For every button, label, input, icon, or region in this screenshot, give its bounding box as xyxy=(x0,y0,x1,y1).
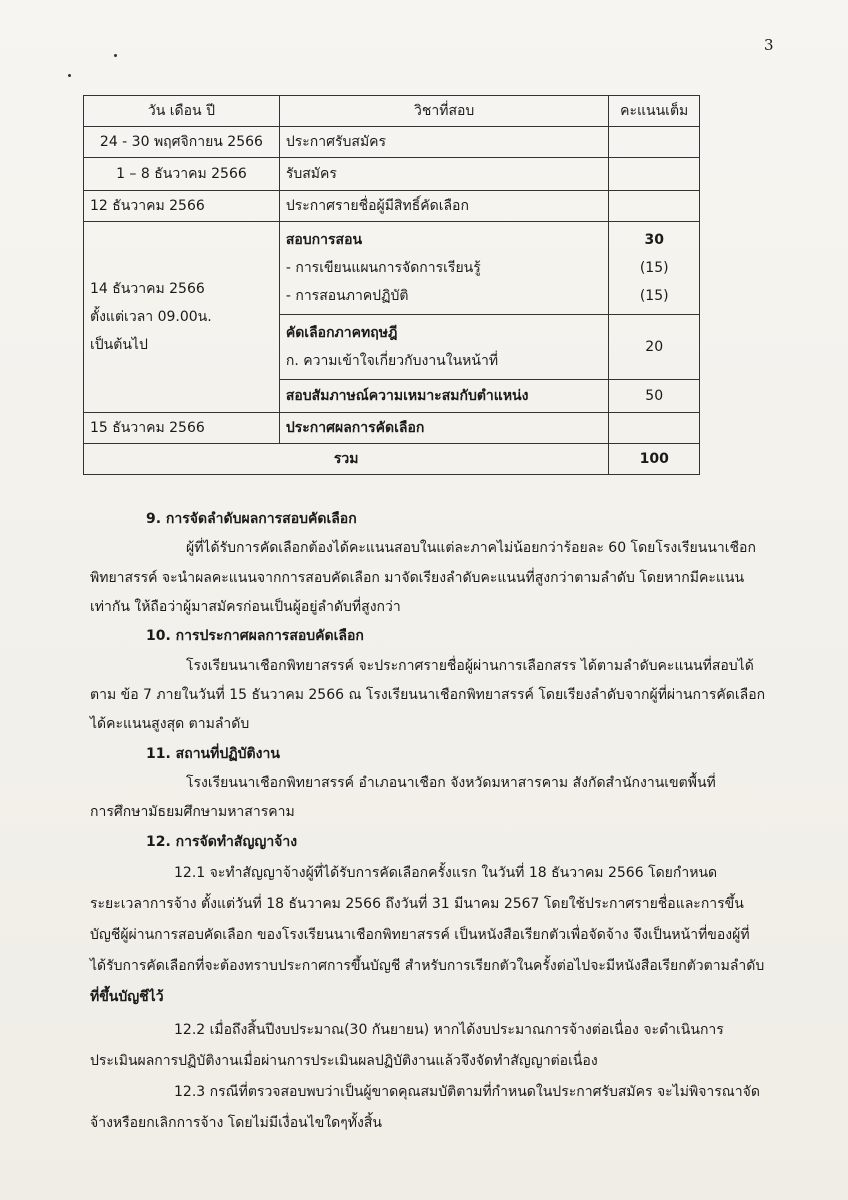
row-score xyxy=(609,191,700,222)
exam-date-line: 14 ธันวาคม 2566 xyxy=(90,281,205,297)
table-total-row xyxy=(84,444,700,475)
row-subject: รับสมัคร xyxy=(279,158,609,191)
section-12-1-line: บัญชีผู้ผ่านการสอบคัดเลือก ของโรงเรียนนาเชือกพิทยาสรรค์ เป็นหนังสือเรียกตัวเพื่อจัดจ้าง จึงเป็นหน้าที่ของผู้ที่ xyxy=(90,927,750,943)
section-10-line: ได้คะแนนสูงสุด ตามลำดับ xyxy=(90,716,250,732)
section-12-title: 12. การจัดทำสัญญาจ้าง xyxy=(146,834,298,850)
teaching-subject-cell xyxy=(279,222,609,315)
interview-score: 50 xyxy=(609,380,700,413)
announce-subject: ประกาศผลการคัดเลือก xyxy=(279,413,609,444)
section-12-2-line: ประเมินผลการปฏิบัติงานเมื่อผ่านการประเมินผลปฏิบัติงานแล้วจึงจัดทำสัญญาต่อเนื่อง xyxy=(90,1053,598,1069)
header-date: วัน เดือน ปี xyxy=(84,96,280,127)
row-subject: ประกาศรายชื่อผู้มีสิทธิ์คัดเลือก xyxy=(279,191,609,222)
total-score: 100 xyxy=(609,444,700,475)
section-10-line: โรงเรียนนาเชือกพิทยาสรรค์ จะประกาศรายชื่อผู้ผ่านการเลือกสรร ได้ตามลำดับคะแนนที่สอบได้ xyxy=(186,658,754,674)
section-11-line: โรงเรียนนาเชือกพิทยาสรรค์ อำเภอนาเชือก จังหวัดมหาสารคาม สังกัดสำนักงานเขตพื้นที่ xyxy=(186,775,716,791)
section-12-1-line: ที่ขึ้นบัญชีไว้ xyxy=(90,989,164,1005)
section-12-2-line: 12.2 เมื่อถึงสิ้นปีงบประมาณ(30 กันยายน) หากได้งบประมาณการจ้างต่อเนื่อง จะดำเนินการ xyxy=(174,1022,724,1038)
section-9-title: 9. การจัดลำดับผลการสอบคัดเลือก xyxy=(146,511,357,527)
teaching-title: สอบการสอน xyxy=(285,232,363,248)
row-date: 1 – 8 ธันวาคม 2566 xyxy=(84,158,280,191)
theory-score-cell xyxy=(609,315,700,380)
section-12-1-line: ระยะเวลาการจ้าง ตั้งแต่วันที่ 18 ธันวาคม 2566 ถึงวันที่ 31 มีนาคม 2567 โดยใช้ประกาศรายชื่อและการขึ้น xyxy=(90,896,744,912)
row-score xyxy=(609,158,700,191)
section-9-line: พิทยาสรรค์ จะนำผลคะแนนจากการสอบคัดเลือก มาจัดเรียงลำดับคะแนนที่สูงกว่าตามลำดับ โดยหากมีคะแนน xyxy=(90,570,745,586)
total-label: รวม xyxy=(84,444,609,475)
section-10-line: ตาม ข้อ 7 ภายในวันที่ 15 ธันวาคม 2566 ณ โรงเรียนนาเชือกพิทยาสรรค์ โดยเรียงลำดับจากผู้ที่ผ่านการคัดเลือก xyxy=(90,687,766,703)
table-row-announce xyxy=(84,413,700,444)
announce-date: 15 ธันวาคม 2566 xyxy=(84,413,280,444)
teaching-item-score: (15) xyxy=(639,288,669,304)
header-score: คะแนนเต็ม xyxy=(609,96,700,127)
exam-date-cell xyxy=(84,222,280,413)
teaching-total-score: 30 xyxy=(644,232,664,248)
theory-subject-cell xyxy=(279,315,609,380)
row-score xyxy=(609,127,700,158)
table-header-row xyxy=(84,96,700,127)
announce-score xyxy=(609,413,700,444)
theory-item: ก. ความเข้าใจเกี่ยวกับงานในหน้าที่ xyxy=(285,353,499,369)
teaching-item: - การสอนภาคปฏิบัติ xyxy=(285,288,409,304)
section-12-3-line: 12.3 กรณีที่ตรวจสอบพบว่าเป็นผู้ขาดคุณสมบัติตามที่กำหนดในประกาศรับสมัคร จะไม่พิจารณาจัด xyxy=(174,1084,760,1100)
teaching-item-score: (15) xyxy=(639,260,669,276)
section-12-1-line: ได้รับการคัดเลือกที่จะต้องทราบประกาศการขึ้นบัญชี สำหรับการเรียกตัวในครั้งต่อไปจะมีหนังสือเรียกตัวตามลำดับ xyxy=(90,958,765,974)
section-9-line: เท่ากัน ให้ถือว่าผู้มาสมัครก่อนเป็นผู้อยู่ลำดับที่สูงกว่า xyxy=(90,599,401,615)
table-row xyxy=(84,191,700,222)
section-9-line: ผู้ที่ได้รับการคัดเลือกต้องได้คะแนนสอบในแต่ละภาคไม่น้อยกว่าร้อยละ 60 โดยโรงเรียนนาเชือก xyxy=(186,540,756,556)
exam-schedule-table xyxy=(83,95,700,475)
section-12-1-line: 12.1 จะทำสัญญาจ้างผู้ที่ได้รับการคัดเลือกครั้งแรก ในวันที่ 18 ธันวาคม 2566 โดยกำหนด xyxy=(174,865,718,881)
header-subject: วิชาที่สอบ xyxy=(279,96,609,127)
teaching-item: - การเขียนแผนการจัดการเรียนรู้ xyxy=(285,260,481,276)
page-number: 3 xyxy=(764,36,774,54)
interview-subject: สอบสัมภาษณ์ความเหมาะสมกับตำแหน่ง xyxy=(279,380,609,413)
section-11-line: การศึกษามัธยมศึกษามหาสารคาม xyxy=(90,804,295,820)
section-11-title: 11. สถานที่ปฏิบัติงาน xyxy=(146,746,280,762)
scan-speck xyxy=(68,74,71,77)
row-date: 12 ธันวาคม 2566 xyxy=(84,191,280,222)
table-row xyxy=(84,127,700,158)
section-10-title: 10. การประกาศผลการสอบคัดเลือก xyxy=(146,628,364,644)
section-12-3-line: จ้างหรือยกเลิกการจ้าง โดยไม่มีเงื่อนไขใดๆทั้งสิ้น xyxy=(90,1115,382,1131)
scan-speck xyxy=(114,54,117,57)
exam-onward-line: เป็นต้นไป xyxy=(90,337,148,353)
table-row-teaching xyxy=(84,222,700,315)
teaching-score-cell xyxy=(609,222,700,315)
exam-time-line: ตั้งแต่เวลา 09.00น. xyxy=(90,309,212,325)
row-subject: ประกาศรับสมัคร xyxy=(279,127,609,158)
theory-title: คัดเลือกภาคทฤษฎี xyxy=(285,325,398,341)
table-row xyxy=(84,158,700,191)
row-date: 24 - 30 พฤศจิกายน 2566 xyxy=(84,127,280,158)
theory-score: 20 xyxy=(645,339,664,355)
